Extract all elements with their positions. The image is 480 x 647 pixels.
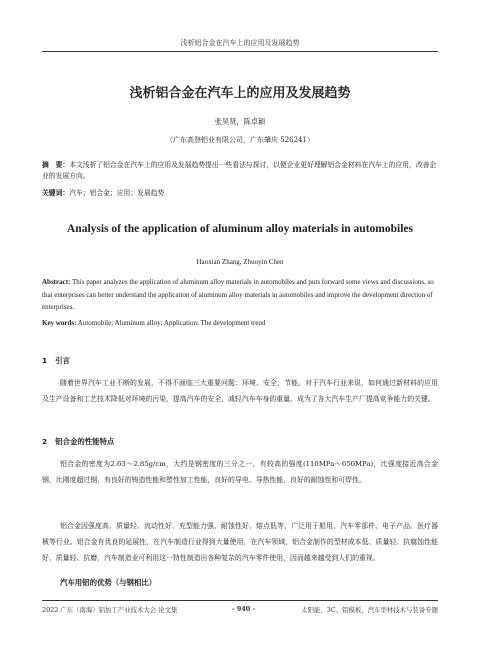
subheading: 汽车用铝的优势（与钢相比） — [60, 578, 157, 587]
footer-proceedings: 2022 广东（南海）铝加工产业技术大会 论文集 — [42, 606, 178, 614]
keywords-en — [42, 318, 438, 329]
page-footer — [42, 600, 438, 614]
authors-cn: 张昊贤，陈卓颖 — [214, 117, 266, 126]
keywords-en-label: Key words: — [42, 319, 77, 327]
running-head: 浅析铝合金在汽车上的应用及发展趋势 — [42, 38, 438, 52]
abstract-cn-label: 摘 要： — [42, 161, 70, 169]
affiliation-cn: （广东高登铝业有限公司，广东肇庆 526241） — [166, 136, 314, 144]
authors-en: Haoxian Zhang, Zhuoyin Chen — [196, 258, 284, 266]
section-heading-introduction — [42, 355, 70, 366]
section-heading-properties — [42, 436, 114, 447]
abstract-cn — [42, 160, 438, 182]
abstract-en — [42, 276, 438, 314]
section-title: 引言 — [55, 356, 70, 365]
title-en: Analysis of the application of aluminum alloy materials in automobiles — [67, 223, 413, 235]
keywords-cn-text: 汽车；铝合金；应用；发展趋势 — [69, 189, 165, 197]
section-number: 2 — [42, 437, 48, 446]
abstract-en-text: This paper analyzes the application of aluminum alloy materials in automobiles and puts forward some views and discussions, so that enterprises can better understand the application of aluminum alloy materials in automobiles and improve the development direction of enterprises. — [42, 278, 434, 311]
paragraph: 随着世界汽车工业不断的发展，不得不面临三大重要问题：环境、安全、节能。对于汽车行业来说，如何通过新材料的应用及生产设备和工艺技术降低对环境的污染，提高汽车的安全，减轻汽车车身的重量。成为了各大汽车生产厂提高竞争能力的关键。 — [42, 379, 438, 403]
abstract-en-label: Abstract: — [42, 278, 71, 286]
keywords-cn — [42, 188, 438, 199]
section-title: 铝合金的性能特点 — [55, 437, 115, 446]
keywords-cn-label: 关键词： — [42, 189, 70, 197]
page-number: - 940 - — [232, 605, 256, 613]
paragraph: 铝合金因强度高、质量轻、流动性好、充型能力强、耐蚀性好、熔点低等，广泛用于船用、汽车零部件、电子产品、医疗器械等行业。铝合金有优良的延展性，在汽车制造行业得到大量使用，在汽车领域，铝合金制作的型材成本低、质量轻、抗腐蚀性能好、质量轻、抗磨，汽车制造业可利用这一特性制造出各种复杂的汽车零件使用，因而越来越受到人们的重视。 — [42, 522, 438, 562]
keywords-en-text: Automobile; Aluminum alloy; Application; The development trend — [76, 319, 266, 327]
footer-topic: 太阳能、3C、铝模板、汽车型材技术与装备专题 — [301, 606, 438, 614]
title-cn: 浅析铝合金在汽车上的应用及发展趋势 — [129, 86, 351, 101]
section-number: 1 — [42, 356, 48, 365]
paragraph: 铝合金的密度为2.63～2.85g/cm，大约是钢密度的三分之一，有较高的强度(110MPa～650MPa)，比强度接近高合金钢，比刚度超过钢，有良好的铸造性能和塑性加工性能，良好的导电、导热性能，良好的耐蚀性和可焊性。 — [42, 460, 438, 484]
abstract-cn-text: 本文浅析了铝合金在汽车上的应用及发展趋势提出一些看法与探讨，以便企业更好理解铝合金材料在汽车上的应用，改善企业的发展方向。 — [42, 161, 437, 180]
